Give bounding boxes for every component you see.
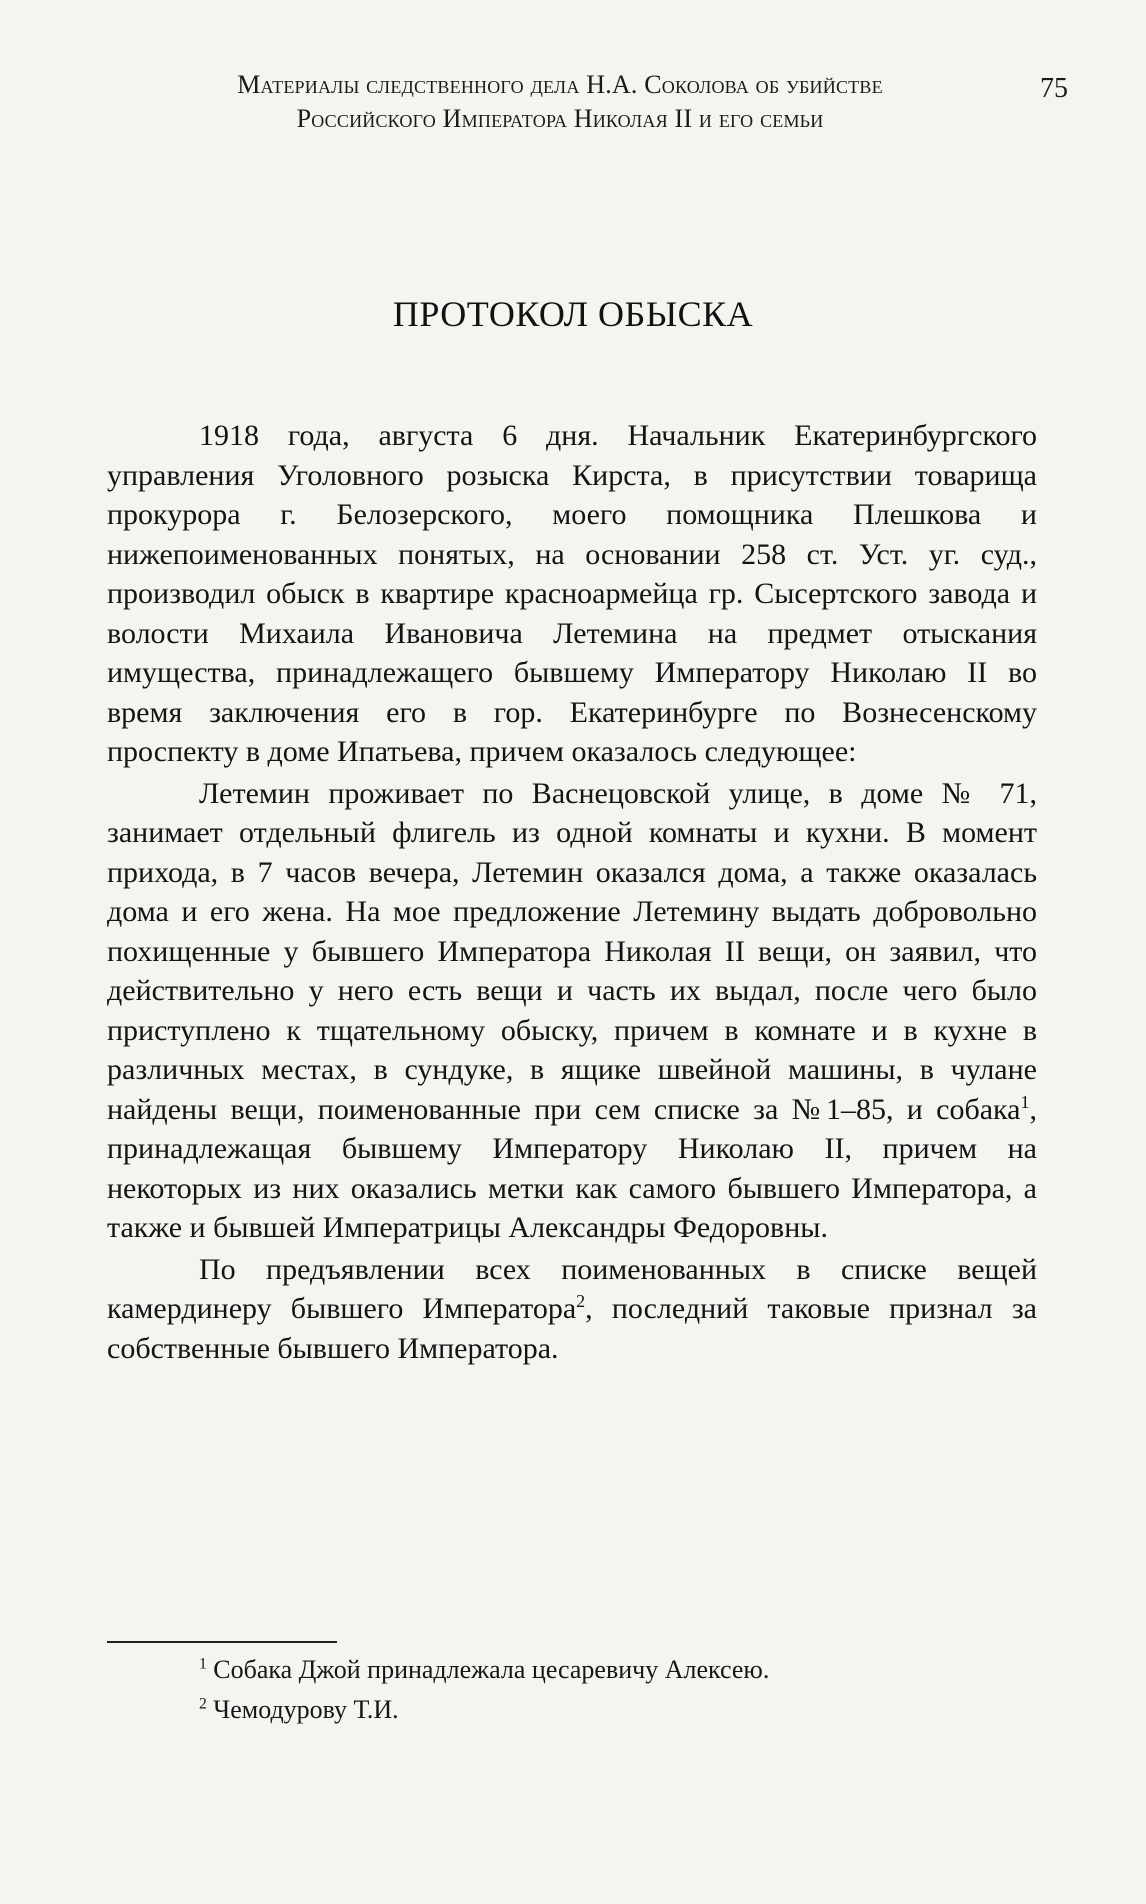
footnote-1: [107, 1650, 1037, 1690]
document-title: ПРОТОКОЛ ОБЫСКА: [392, 294, 754, 334]
paragraph-3-text-b: , последний таковые признал за собственные бывшего Императора.: [107, 1292, 1037, 1365]
footnote-2-text: Чемодурову Т.И.: [213, 1695, 399, 1724]
footnote-1-marker: 1: [199, 1655, 207, 1673]
footnote-ref-1: 1: [1020, 1091, 1030, 1112]
paragraph-2-text-a: Летемин проживает по Васнецовской улице, в доме № 71, занимает отдельный флигель из одной комнаты и кухни. В момент прихода, в 7 часов вечера, Летемин оказался дома, а также оказалась дома и его жена. На мое предложение Летемину выдать добровольно похищенные у бывшего Императора Николая II вещи, он заявил, что действительно у него есть вещи и часть их выдал, после чего было приступлено к тщательному обыску, причем в комнате и в кухне в различных местах, в сундуке, в ящике швейной машины, в чулане найдены вещи, поименованные при сем списке за №1–85, и собака: [107, 776, 1037, 1126]
page-number: 75: [1040, 73, 1068, 104]
footnote-divider: [107, 1641, 337, 1643]
running-head-line-1: Материалы следственного дела Н.А. Соколова об убийстве: [237, 70, 883, 99]
footnote-1-text: Собака Джой принадлежала цесаревичу Алексею.: [213, 1655, 770, 1684]
paragraph-2-text-b: , принадлежащая бывшему Императору Николаю II, причем на некоторых из них оказались метки как самого бывшего Императора, а также и бывшей Императрицы Александры Федоровны.: [107, 1092, 1037, 1244]
footnote-2-marker: 2: [199, 1695, 207, 1713]
paragraph-1-text: 1918 года, августа 6 дня. Начальник Екатеринбургского управления Уголовного розыска Кирста, в присутствии товарища прокурора г. Белозерского, моего помощника Плешкова и нижепоименованных понятых, на основании 258 ст. Уст. уг. суд., производил обыск в квартире красноармейца гр. Сысертского завода и волости Михаила Ивановича Летемина на предмет отыскания имущества, принадлежащего бывшему Императору Николаю II во время заключения его в гор. Екатеринбурге по Вознесенскому проспекту в доме Ипатьева, причем оказалось следующее:: [107, 419, 1037, 768]
footnote-ref-2: 2: [576, 1291, 586, 1311]
running-head: [130, 68, 990, 136]
footnote-2: [107, 1690, 1037, 1730]
paragraph-2: [107, 774, 1037, 1248]
paragraph-1: [107, 416, 1037, 772]
footnotes: [107, 1650, 1037, 1730]
running-head-line-2: Российского Императора Николая II и его семьи: [296, 104, 824, 133]
document-body: [107, 416, 1037, 1370]
paragraph-3-text-a: По предъявлении всех поименованных в списке вещей камердинеру бывшего Императора: [107, 1252, 1037, 1325]
paragraph-3: [107, 1250, 1037, 1369]
